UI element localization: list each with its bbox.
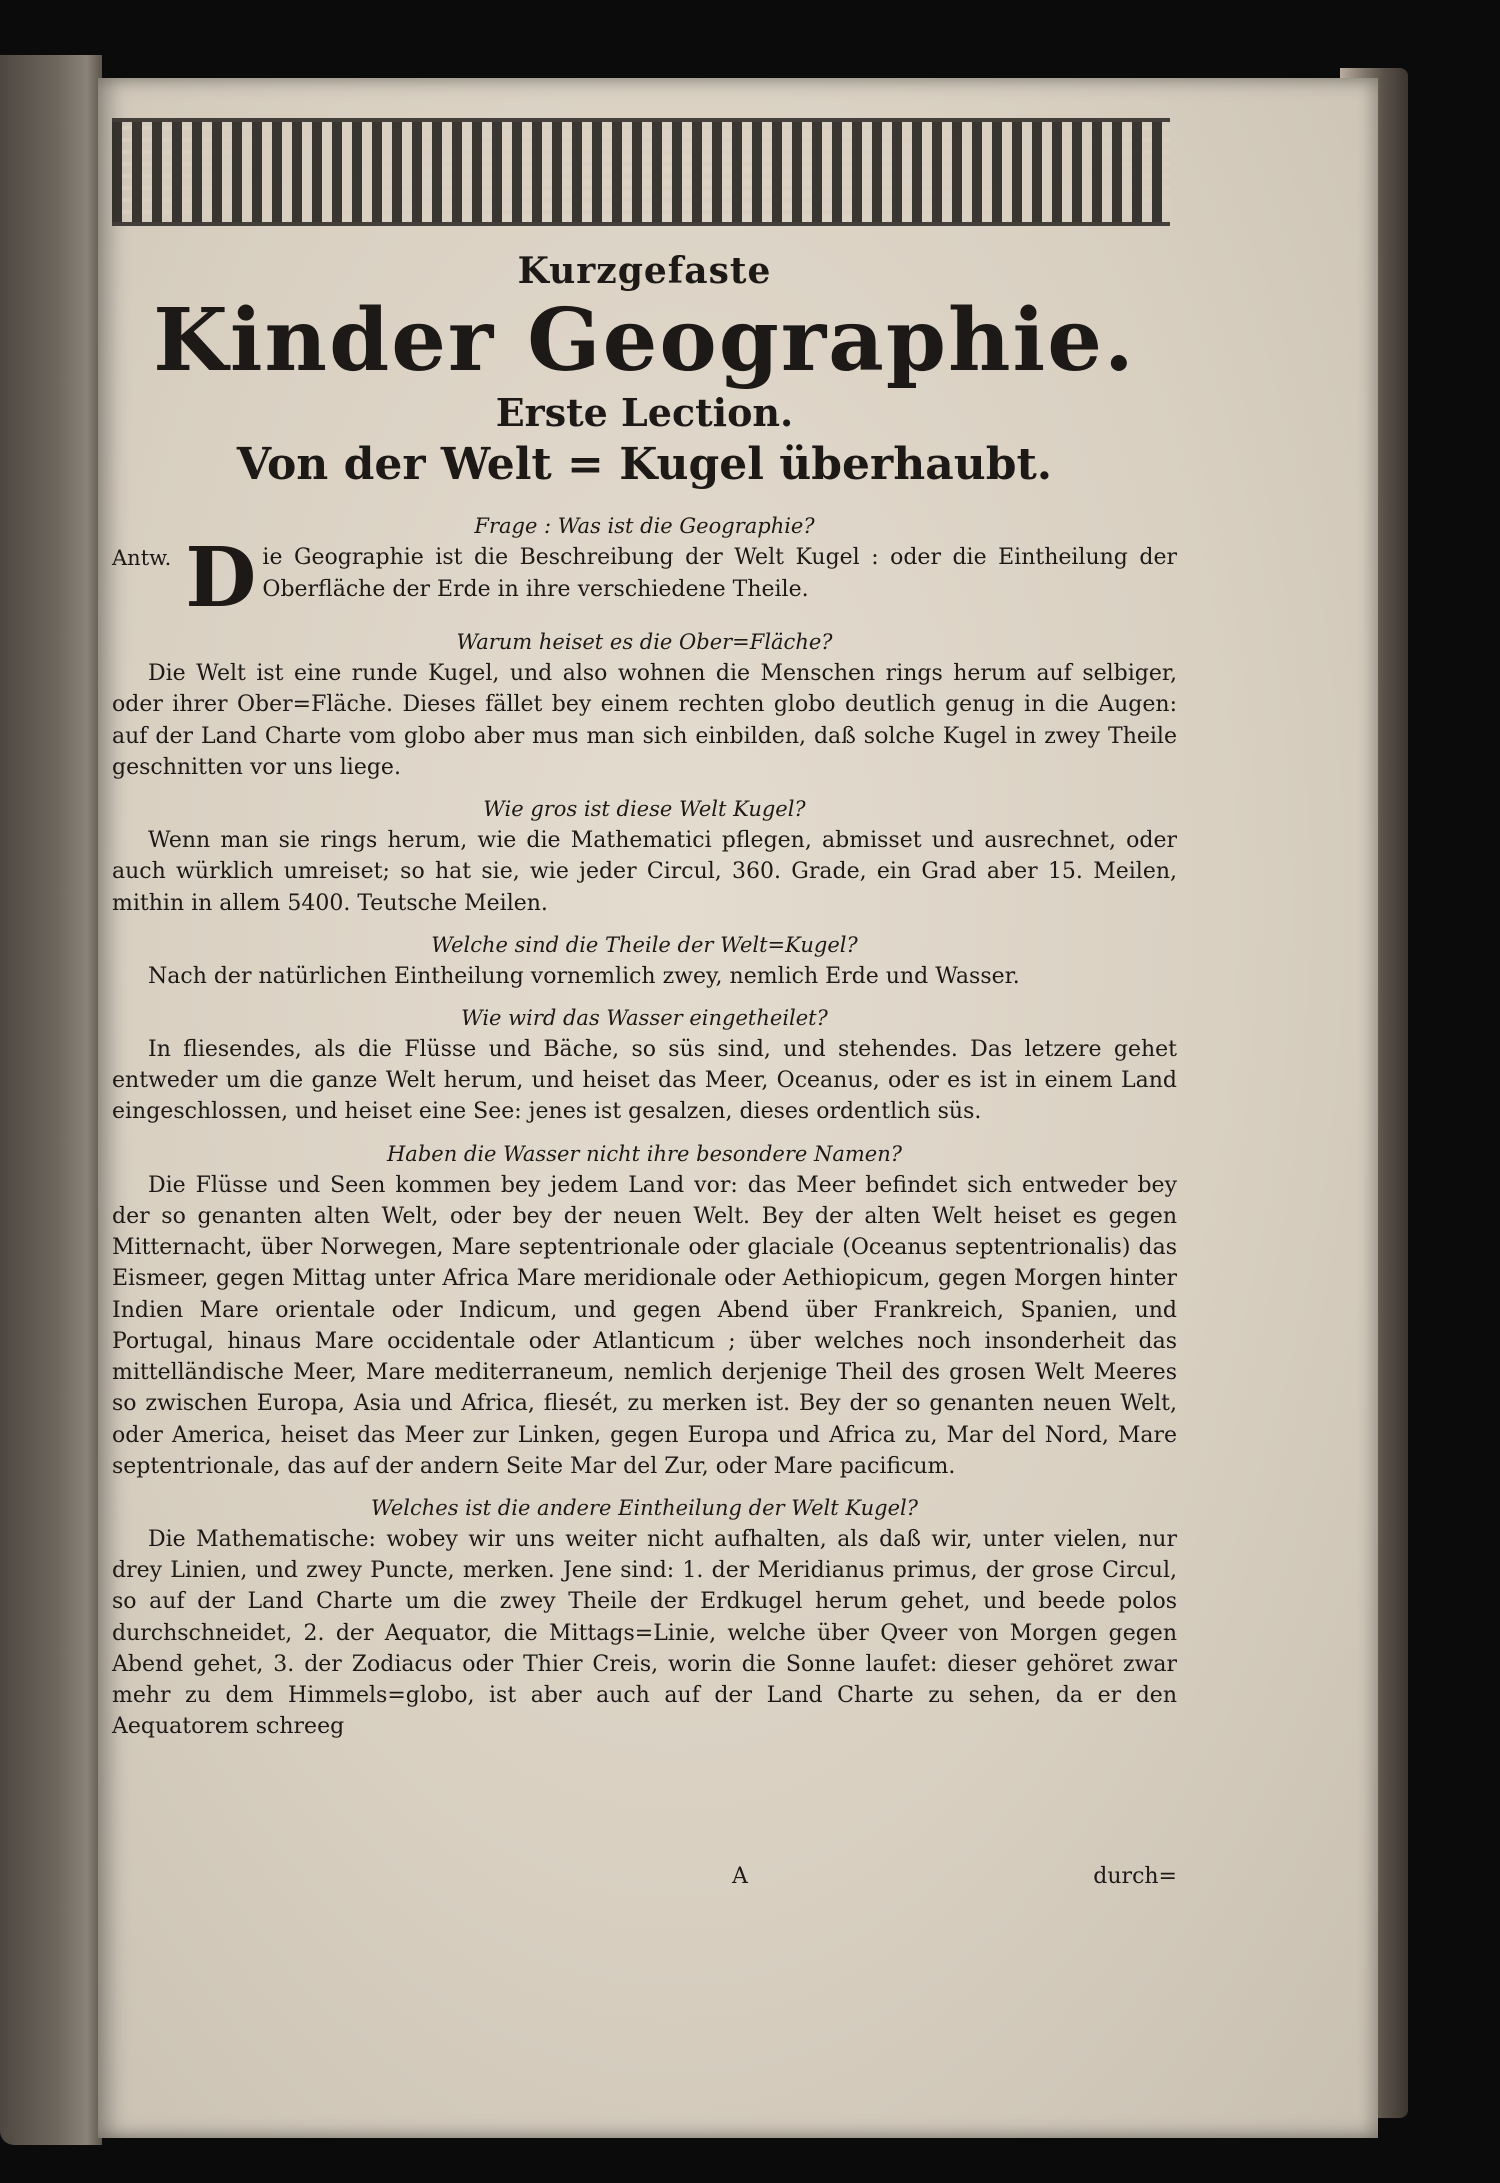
answer-2: Die Welt ist eine runde Kugel, und also wohnen die Menschen rings herum auf selbiger, oder ihrer Ober=Fläche. Dieses fället bey einem rechten globo deutlich genug in die Augen: auf der Land Charte vom globo aber mus man sich einbilden, daß solche Kugel in zwey Theile geschnitten vor uns liege. [112, 661, 1177, 780]
answer-6: Die Flüsse und Seen kommen bey jedem Land vor: das Meer befindet sich entweder bey der so genanten alten Welt, oder bey der neuen Welt. Bey der alten Welt heiset es gegen Mitternacht, über Norwegen, Mare septentrionale oder glaciale (Oceanus septentrionalis) das Eismeer, gegen Mittag unter Africa Mare meridionale oder Aethiopicum, gegen Morgen hinter Indien Mare orientale oder Indicum, und gegen Abend über Frankreich, Spanien, und Portugal, hinaus Mare occidentale oder Atlanticum ; über welches noch insonderheit das mittelländische Meer, Mare mediterraneum, nemlich derjenige Theil des grosen Welt Meeres so zwischen Europa, Asia und Africa, fliesét, zu merken ist. Bey der so genanten neuen Welt, oder America, heiset das Meer zur Linken, gegen Europa und Africa zu, Mar del Nord, Mare septentrionale, das auf der andern Seite Mar del Zur, oder Mare pacificum. [112, 1172, 1177, 1479]
answer-1-text: ie Geographie ist die Beschreibung der Welt Kugel : oder die Eintheilung der Oberfläche der Erde in ihre verschiedene Theile. [262, 545, 1177, 602]
signature-mark: A [732, 1864, 748, 1889]
left-page-edge [0, 55, 102, 2145]
question-5: Wie wird das Wasser eingetheilet? [461, 1005, 828, 1030]
answer-7: Die Mathematische: wobey wir uns weiter nicht aufhalten, als daß wir, unter vielen, nur drey Linien, und zwey Puncte, merken. Jene sind: 1. der Meridianus primus, der grose Circul, so auf der Land Charte um die zwey Theile der Erdkugel herum gehet, und beede polos durchschneidet, 2. der Aequator, die Mittags=Linie, welche über Qveer von Morgen gegen Abend gehet, 3. der Zodiacus oder Thier Creis, worin die Sonne laufet: dieser gehöret zwar mehr zu dem Himmels=globo, ist aber auch auf der Land Charte zu sehen, da er den Aequatorem schreeg [112, 1527, 1177, 1740]
answer-1 [112, 530, 1177, 627]
answer-4: Nach der natürlichen Eintheilung vornemlich zwey, nemlich Erde und Wasser. [148, 963, 1020, 989]
question-4: Welche sind die Theile der Welt=Kugel? [431, 932, 858, 957]
lection-heading: Erste Lection. [495, 390, 794, 436]
main-title: Kinder Geographie. [153, 290, 1136, 391]
question-2: Warum heiset es die Ober=Fläche? [456, 630, 833, 655]
header-ornament [112, 118, 1170, 226]
question-1: Frage : Was ist die Geographie? [474, 514, 815, 539]
question-7: Welches ist die andere Eintheilung der Welt Kugel? [371, 1496, 918, 1521]
catchword: durch= [1093, 1864, 1177, 1889]
question-6: Haben die Wasser nicht ihre besondere Namen? [386, 1141, 902, 1166]
answer-5: In fliesendes, als die Flüsse und Bäche, so süs sind, und stehendes. Das letzere gehet entweder um die ganze Welt herum, und heiset das Meer, Oceanus, oder es ist in einem Land eingeschlossen, und heiset eine See: jenes ist gesalzen, dieses ordentlich süs. [112, 1036, 1177, 1125]
drop-cap: D [185, 530, 257, 627]
pre-title: Kurzgefaste [517, 250, 772, 292]
answer-3: Wenn man sie rings herum, wie die Mathematici pflegen, abmisset und ausrechnet, oder auch würklich umreiset; so hat sie, wie jeder Circul, 360. Grade, ein Grad aber 15. Meilen, mithin in allem 5400. Teutsche Meilen. [112, 828, 1177, 916]
answer-label: Antw. [112, 546, 172, 571]
section-title: Von der Welt = Kugel überhaubt. [236, 439, 1053, 491]
question-3: Wie gros ist diese Welt Kugel? [483, 797, 806, 822]
page-text [112, 250, 1177, 1743]
